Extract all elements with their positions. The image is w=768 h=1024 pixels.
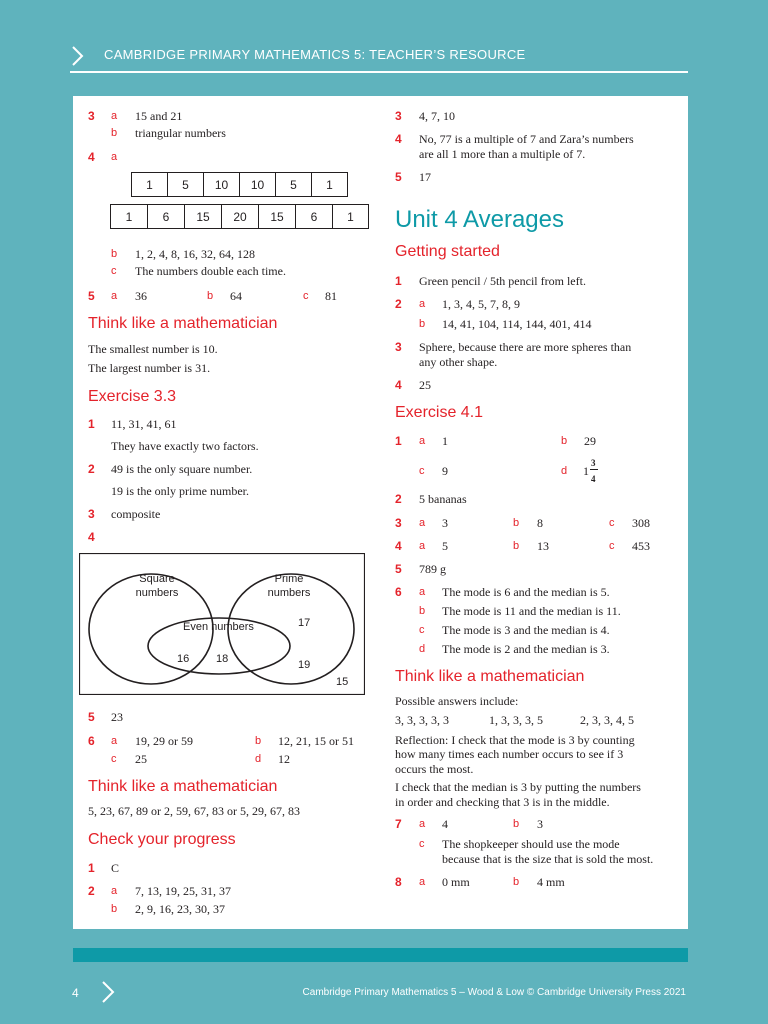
venn-square-label: Square numbers [135,573,179,599]
part-label: c [609,540,615,552]
answer-text: 23 [111,710,123,724]
answer-text: 64 [230,289,242,303]
question-number: 3 [395,516,402,530]
part-label: a [419,818,426,830]
part-label: c [419,838,425,850]
part-label: b [111,127,118,139]
answer-text: The smallest number is 10. [88,342,218,356]
part-label: b [207,290,214,302]
part-label: a [419,298,426,310]
question-number: 4 [395,378,402,392]
answer-text: 17 [419,170,431,184]
question-number: 6 [395,585,402,599]
venn-prime-label: Prime numbers [267,573,311,599]
part-label: c [419,465,425,477]
answer-text: No, 77 is a multiple of 7 and Zara’s numbers [419,132,634,146]
pascal-cell: 1 [131,172,168,197]
answer-text: occurs the most. [395,762,474,776]
question-number: 1 [88,861,95,875]
pascal-cell: 10 [203,172,240,197]
answer-text: 2, 9, 16, 23, 30, 37 [135,902,225,916]
answer-text: any other shape. [419,355,498,369]
question-number: 3 [88,507,95,521]
section-heading: Exercise 3.3 [88,388,177,405]
answer-text: 8 [537,516,543,530]
answer-text: 5, 23, 67, 89 or 2, 59, 67, 83 or 5, 29, 67, 83 [88,804,300,818]
question-number: 4 [395,132,402,146]
answer-text: 49 is the only square number. [111,462,253,476]
part-label: b [513,876,520,888]
question-number: 1 [88,417,95,431]
part-label: d [419,643,426,655]
venn-value: 17 [298,617,311,629]
part-label: a [419,435,426,447]
part-label: a [111,151,118,163]
answer-text: 12 [278,752,290,766]
answer-text: are all 1 more than a multiple of 7. [419,147,586,161]
answer-text: 0 mm [442,875,470,889]
answer-text: 14, 41, 104, 114, 144, 401, 414 [442,317,592,331]
answer-text: Green pencil / 5th pencil from left. [419,274,586,288]
header-title: CAMBRIDGE PRIMARY MATHEMATICS 5: TEACHER’S RESOURCE [104,47,526,62]
fraction-bar [590,469,598,470]
answer-text: 3 [537,817,543,831]
part-label: c [111,265,117,277]
section-heading: Think like a mathematician [88,778,278,795]
fraction-whole: 1 [583,464,589,478]
venn-value: 19 [298,659,311,671]
answer-text: 81 [325,289,337,303]
chevron-right-icon [70,45,86,67]
part-label: b [419,318,426,330]
pascal-cell: 6 [147,204,185,229]
part-label: b [111,903,118,915]
answer-text: 453 [632,539,650,553]
answer-text: 5 bananas [419,492,467,506]
answer-text: 1, 3, 4, 5, 7, 8, 9 [442,297,520,311]
question-number: 3 [88,109,95,123]
question-number: 1 [395,274,402,288]
part-label: d [255,753,262,765]
pascal-cell: 1 [110,204,148,229]
answer-text: 4, 7, 10 [419,109,455,123]
answer-text: 12, 21, 15 or 51 [278,734,354,748]
answer-text: 19 is the only prime number. [111,484,249,498]
answer-text: 1, 2, 4, 8, 16, 32, 64, 128 [135,247,255,261]
question-number: 1 [395,434,402,448]
question-number: 2 [395,492,402,506]
part-label: b [419,605,426,617]
page-number: 4 [72,986,79,1000]
answer-text: 4 [442,817,448,831]
answer-text: The shopkeeper should use the mode [442,837,620,851]
pascal-cell: 10 [239,172,276,197]
venn-even-label: Even numbers [183,621,254,633]
part-label: d [561,465,568,477]
question-number: 8 [395,875,402,889]
pascal-cell: 6 [295,204,333,229]
answer-text: I check that the median is 3 by putting the numbers [395,780,641,794]
footer-credit: Cambridge Primary Mathematics 5 – Wood & Low © Cambridge University Press 2021 [302,987,686,998]
question-number: 4 [88,530,95,544]
pascal-cell: 5 [167,172,204,197]
answer-text: 3, 3, 3, 3, 3 [395,713,449,727]
answer-text: The mode is 3 and the median is 4. [442,623,610,637]
part-label: a [111,110,118,122]
part-label: b [513,517,520,529]
answer-text: Possible answers include: [395,694,519,708]
header-rule [70,71,688,73]
pascal-cell: 1 [311,172,348,197]
part-label: a [419,517,426,529]
venn-value: 15 [336,676,349,688]
part-label: b [513,818,520,830]
question-number: 5 [395,562,402,576]
unit-heading: Unit 4 Averages [395,206,564,233]
answer-page [73,96,688,929]
answer-text: triangular numbers [135,126,226,140]
part-label: b [513,540,520,552]
question-number: 7 [395,817,402,831]
footer-band [73,948,688,962]
question-number: 6 [88,734,95,748]
section-heading: Think like a mathematician [88,315,278,332]
answer-text: 15 and 21 [135,109,183,123]
part-label: c [609,517,615,529]
answer-text: The numbers double each time. [135,264,286,278]
answer-text: 5 [442,539,448,553]
answer-text: because that is the size that is sold the most. [442,852,654,866]
pascal-cell: 15 [258,204,296,229]
answer-text: 29 [584,434,596,448]
part-label: b [111,248,118,260]
part-label: a [419,586,426,598]
answer-text: C [111,861,120,875]
part-label: a [111,290,118,302]
answer-text: 19, 29 or 59 [135,734,193,748]
part-label: a [419,540,426,552]
pascal-cell: 5 [275,172,312,197]
answer-text: 308 [632,516,650,530]
answer-text: 13 [537,539,549,553]
page-header [70,45,690,73]
question-number: 5 [88,710,95,724]
answer-text: Sphere, because there are more spheres than [419,340,632,354]
part-label: c [111,753,117,765]
question-number: 3 [395,109,402,123]
section-heading: Exercise 4.1 [395,404,484,421]
part-label: c [303,290,309,302]
question-number: 2 [88,884,95,898]
fraction-denominator: 4 [591,474,596,484]
answer-text: 2, 3, 3, 4, 5 [580,713,634,727]
answer-text: 25 [419,378,431,392]
question-number: 4 [88,150,95,164]
section-heading: Getting started [395,243,500,260]
fraction-numerator: 3 [591,458,596,468]
answer-text: composite [111,507,161,521]
answer-text: The mode is 6 and the median is 5. [442,585,610,599]
part-label: a [111,735,118,747]
answer-text: The largest number is 31. [88,361,211,375]
answer-text: 9 [442,464,448,478]
answer-text: 7, 13, 19, 25, 31, 37 [135,884,231,898]
answer-text: 3 [442,516,448,530]
venn-value: 16 [177,653,190,665]
answer-text: 4 mm [537,875,565,889]
section-heading: Check your progress [88,831,236,848]
part-label: a [111,885,118,897]
question-number: 5 [395,170,402,184]
answer-text: 25 [135,752,147,766]
question-number: 4 [395,539,402,553]
section-heading: Think like a mathematician [395,668,585,685]
answer-text: 1, 3, 3, 3, 5 [489,713,543,727]
question-number: 2 [395,297,402,311]
pascal-cell: 20 [221,204,259,229]
answer-text: 11, 31, 41, 61 [111,417,177,431]
question-number: 5 [88,289,95,303]
part-label: b [561,435,568,447]
part-label: a [419,876,426,888]
part-label: b [255,735,262,747]
question-number: 3 [395,340,402,354]
answer-text: The mode is 11 and the median is 11. [442,604,621,618]
chevron-right-icon [100,980,116,1004]
answer-text: 1 [442,434,448,448]
question-number: 2 [88,462,95,476]
answer-text: They have exactly two factors. [111,439,259,453]
answer-text: The mode is 2 and the median is 3. [442,642,610,656]
venn-value: 18 [216,653,229,665]
answer-text: 789 g [419,562,446,576]
answer-text: Reflection: I check that the mode is 3 by counting [395,733,635,747]
pascal-cell: 1 [332,204,369,229]
pascal-cell: 15 [184,204,222,229]
part-label: c [419,624,425,636]
answer-text: in order and checking that 3 is in the middle. [395,795,610,809]
answer-text: 36 [135,289,147,303]
answer-text: how many times each number occurs to see if 3 [395,747,624,761]
